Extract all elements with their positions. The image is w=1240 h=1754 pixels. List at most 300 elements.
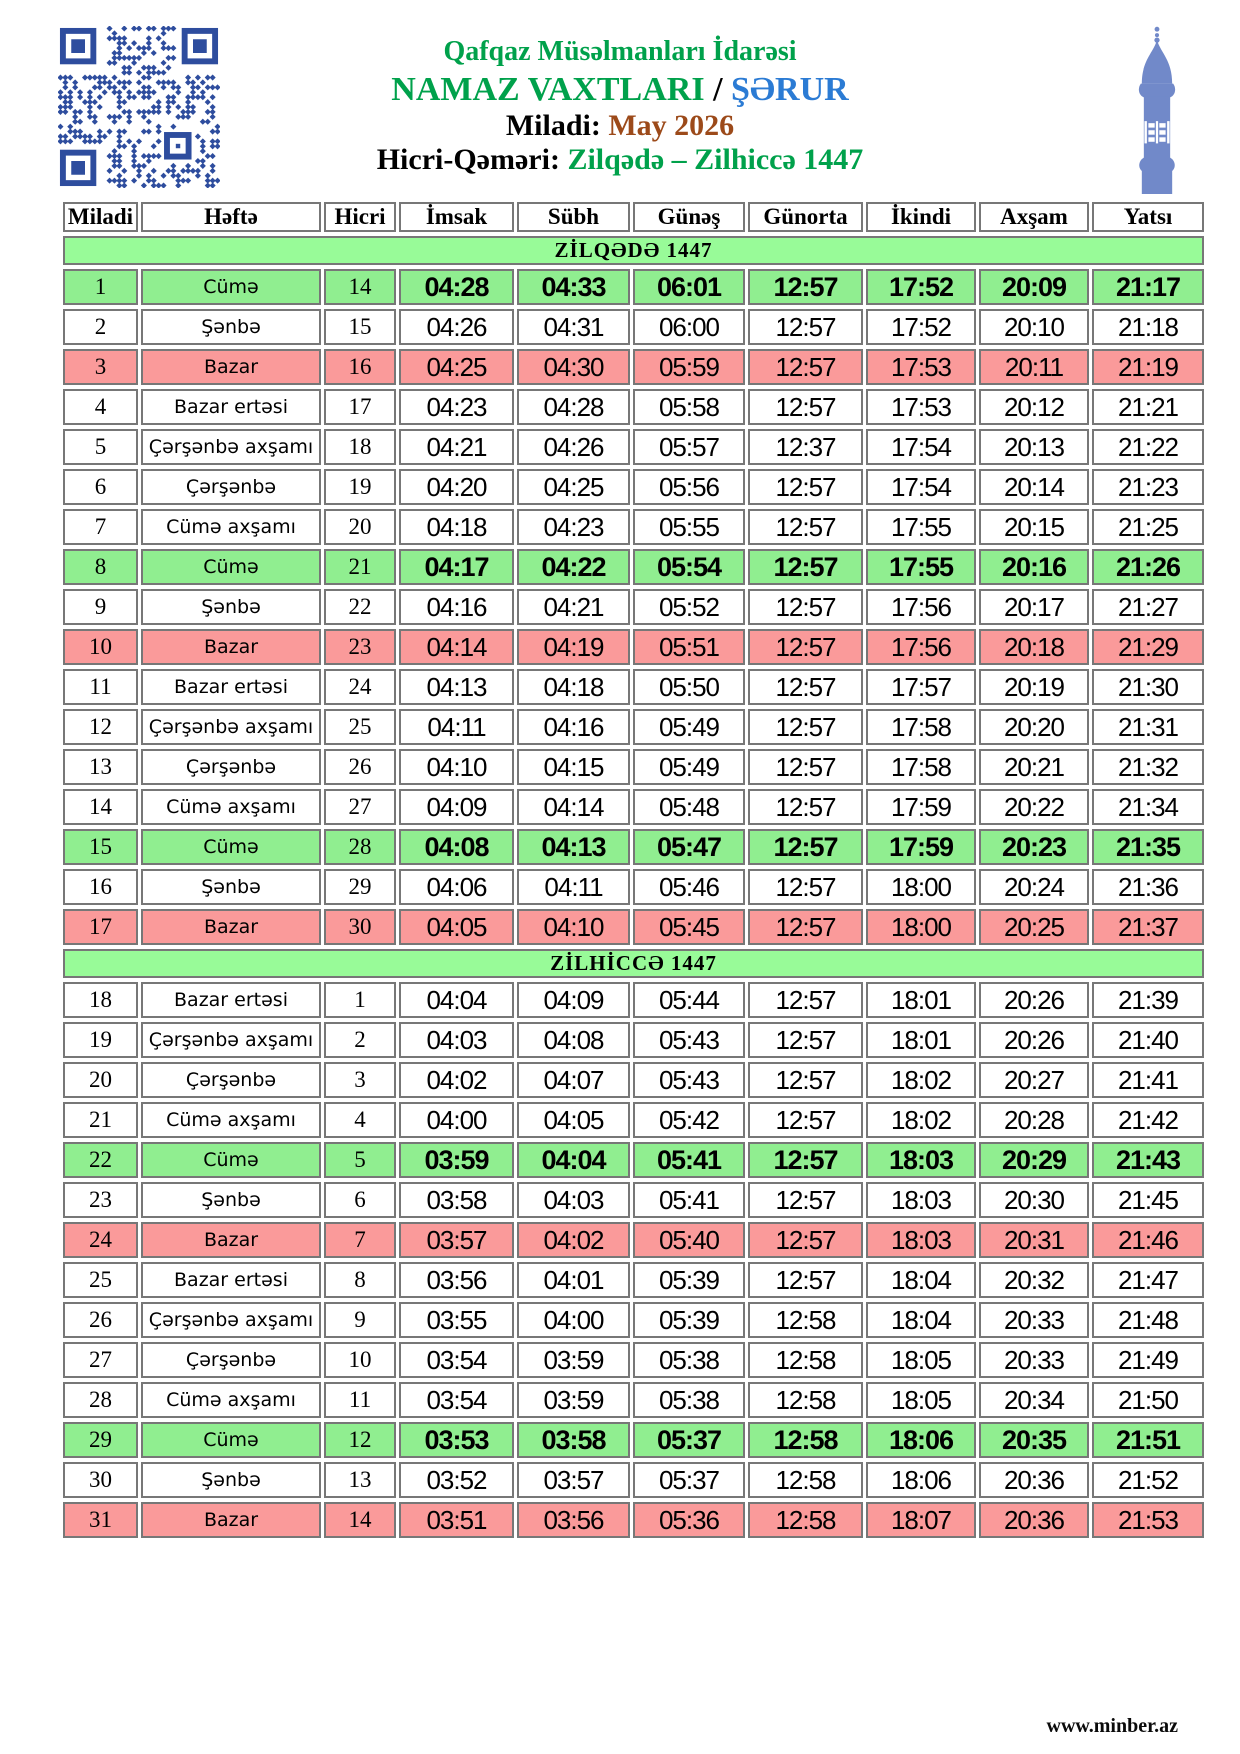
gunes-cell: 05:56 (633, 469, 745, 505)
ikindi-cell: 17:56 (866, 629, 976, 665)
hicri-cell: 4 (324, 1102, 396, 1138)
ikindi-cell: 17:58 (866, 709, 976, 745)
subh-cell: 04:23 (517, 509, 630, 545)
ikindi-cell: 17:55 (866, 549, 976, 585)
gunorta-cell: 12:57 (748, 829, 863, 865)
imsak-cell: 04:26 (399, 309, 514, 345)
miladi-cell: 5 (63, 429, 138, 465)
imsak-cell: 04:00 (399, 1102, 514, 1138)
prayer-times-row (63, 1022, 1204, 1058)
miladi-cell: 8 (63, 549, 138, 585)
subh-cell: 04:26 (517, 429, 630, 465)
imsak-cell: 04:06 (399, 869, 514, 905)
subh-cell: 04:08 (517, 1022, 630, 1058)
axsam-cell: 20:18 (979, 629, 1089, 665)
col-hicri: Hicri (324, 202, 396, 232)
hicri-cell: 3 (324, 1062, 396, 1098)
subh-cell: 04:16 (517, 709, 630, 745)
miladi-cell: 21 (63, 1102, 138, 1138)
gunes-cell: 05:42 (633, 1102, 745, 1138)
axsam-cell: 20:26 (979, 982, 1089, 1018)
ikindi-cell: 18:01 (866, 1022, 976, 1058)
prayer-table-body (63, 236, 1204, 1538)
axsam-cell: 20:15 (979, 509, 1089, 545)
hicri-cell: 12 (324, 1422, 396, 1458)
imsak-cell: 04:20 (399, 469, 514, 505)
subh-cell: 04:10 (517, 909, 630, 945)
axsam-cell: 20:09 (979, 269, 1089, 305)
yatsi-cell: 21:34 (1092, 789, 1204, 825)
miladi-cell: 23 (63, 1182, 138, 1218)
imsak-cell: 04:05 (399, 909, 514, 945)
subh-cell: 04:19 (517, 629, 630, 665)
col-subh: Sübh (517, 202, 630, 232)
hicri-cell: 17 (324, 389, 396, 425)
yatsi-cell: 21:36 (1092, 869, 1204, 905)
prayer-times-row (63, 709, 1204, 745)
yatsi-cell: 21:31 (1092, 709, 1204, 745)
hicri-cell: 19 (324, 469, 396, 505)
hicri-cell: 5 (324, 1142, 396, 1178)
imsak-cell: 03:58 (399, 1182, 514, 1218)
gunorta-cell: 12:57 (748, 269, 863, 305)
axsam-cell: 20:20 (979, 709, 1089, 745)
miladi-cell: 7 (63, 509, 138, 545)
imsak-cell: 04:04 (399, 982, 514, 1018)
subh-cell: 04:01 (517, 1262, 630, 1298)
prayer-times-row (63, 669, 1204, 705)
axsam-cell: 20:25 (979, 909, 1089, 945)
yatsi-cell: 21:17 (1092, 269, 1204, 305)
axsam-cell: 20:32 (979, 1262, 1089, 1298)
prayer-times-row (63, 749, 1204, 785)
subh-cell: 04:00 (517, 1302, 630, 1338)
miladi-label: Miladi: (505, 109, 601, 143)
prayer-times-row (63, 1222, 1204, 1258)
gunes-cell: 05:38 (633, 1342, 745, 1378)
prayer-times-row (63, 269, 1204, 305)
col-gunes: Günəş (633, 202, 745, 232)
gunes-cell: 05:38 (633, 1382, 745, 1418)
imsak-cell: 04:11 (399, 709, 514, 745)
gunorta-cell: 12:57 (748, 909, 863, 945)
qr-code-icon (58, 26, 220, 188)
ikindi-cell: 17:56 (866, 589, 976, 625)
imsak-cell: 04:02 (399, 1062, 514, 1098)
imsak-cell: 03:54 (399, 1342, 514, 1378)
ikindi-cell: 18:06 (866, 1422, 976, 1458)
weekday-cell: Bazar (141, 1502, 321, 1538)
gunorta-cell: 12:58 (748, 1422, 863, 1458)
col-gunorta: Günorta (748, 202, 863, 232)
miladi-cell: 30 (63, 1462, 138, 1498)
axsam-cell: 20:36 (979, 1502, 1089, 1538)
gunorta-cell: 12:57 (748, 1062, 863, 1098)
miladi-cell: 16 (63, 869, 138, 905)
ikindi-cell: 18:04 (866, 1262, 976, 1298)
subh-cell: 04:33 (517, 269, 630, 305)
axsam-cell: 20:24 (979, 869, 1089, 905)
axsam-cell: 20:36 (979, 1462, 1089, 1498)
weekday-cell: Cümə (141, 549, 321, 585)
gunorta-cell: 12:57 (748, 749, 863, 785)
subh-cell: 04:04 (517, 1142, 630, 1178)
qr-code-graphic (58, 26, 220, 188)
hicri-cell: 6 (324, 1182, 396, 1218)
prayer-times-row (63, 1182, 1204, 1218)
yatsi-cell: 21:45 (1092, 1182, 1204, 1218)
gunes-cell: 05:39 (633, 1302, 745, 1338)
website-url: www.minber.az (1046, 1715, 1178, 1737)
hicri-value: Zilqədə – Zilhiccə 1447 (567, 142, 864, 176)
prayer-times-row (63, 869, 1204, 905)
imsak-cell: 04:25 (399, 349, 514, 385)
subh-cell: 04:05 (517, 1102, 630, 1138)
weekday-cell: Cümə (141, 269, 321, 305)
gunes-cell: 05:45 (633, 909, 745, 945)
ikindi-cell: 18:01 (866, 982, 976, 1018)
gunorta-cell: 12:37 (748, 429, 863, 465)
prayer-times-row (63, 982, 1204, 1018)
prayer-times-row (63, 1462, 1204, 1498)
gunorta-cell: 12:57 (748, 549, 863, 585)
col-miladi: Miladi (63, 202, 138, 232)
section-title: ZİLQƏDƏ 1447 (63, 236, 1204, 265)
col-axsam: Axşam (979, 202, 1089, 232)
yatsi-cell: 21:30 (1092, 669, 1204, 705)
prayer-times-row (63, 349, 1204, 385)
miladi-cell: 28 (63, 1382, 138, 1418)
title-namaz-vaxtlari: NAMAZ VAXTLARI (391, 71, 705, 109)
gunorta-cell: 12:57 (748, 669, 863, 705)
yatsi-cell: 21:48 (1092, 1302, 1204, 1338)
miladi-cell: 12 (63, 709, 138, 745)
gunorta-cell: 12:57 (748, 469, 863, 505)
gunes-cell: 06:01 (633, 269, 745, 305)
gunes-cell: 05:47 (633, 829, 745, 865)
weekday-cell: Çərşənbə axşamı (141, 709, 321, 745)
yatsi-cell: 21:52 (1092, 1462, 1204, 1498)
prayer-times-row (63, 1422, 1204, 1458)
gunes-cell: 05:50 (633, 669, 745, 705)
gunes-cell: 05:41 (633, 1142, 745, 1178)
prayer-times-row (63, 1502, 1204, 1538)
gunorta-cell: 12:57 (748, 349, 863, 385)
yatsi-cell: 21:26 (1092, 549, 1204, 585)
gunes-cell: 06:00 (633, 309, 745, 345)
ikindi-cell: 17:59 (866, 789, 976, 825)
subh-cell: 04:02 (517, 1222, 630, 1258)
subh-cell: 04:14 (517, 789, 630, 825)
miladi-cell: 13 (63, 749, 138, 785)
gunes-cell: 05:37 (633, 1462, 745, 1498)
weekday-cell: Cümə (141, 1422, 321, 1458)
subh-cell: 04:18 (517, 669, 630, 705)
weekday-cell: Bazar (141, 349, 321, 385)
subh-cell: 04:31 (517, 309, 630, 345)
ikindi-cell: 18:03 (866, 1142, 976, 1178)
miladi-cell: 24 (63, 1222, 138, 1258)
subh-cell: 03:59 (517, 1342, 630, 1378)
axsam-cell: 20:33 (979, 1342, 1089, 1378)
weekday-cell: Şənbə (141, 1182, 321, 1218)
imsak-cell: 03:55 (399, 1302, 514, 1338)
ikindi-cell: 18:06 (866, 1462, 976, 1498)
hicri-label: Hicri-Qəməri: (376, 142, 560, 176)
subh-cell: 04:28 (517, 389, 630, 425)
hicri-cell: 13 (324, 1462, 396, 1498)
hicri-cell: 15 (324, 309, 396, 345)
gunorta-cell: 12:57 (748, 1222, 863, 1258)
yatsi-cell: 21:53 (1092, 1502, 1204, 1538)
prayer-times-row (63, 1062, 1204, 1098)
prayer-times-row (63, 1302, 1204, 1338)
axsam-cell: 20:21 (979, 749, 1089, 785)
gunorta-cell: 12:57 (748, 1022, 863, 1058)
yatsi-cell: 21:21 (1092, 389, 1204, 425)
ikindi-cell: 18:02 (866, 1102, 976, 1138)
col-hefte: Həftə (141, 202, 321, 232)
axsam-cell: 20:35 (979, 1422, 1089, 1458)
ikindi-cell: 17:53 (866, 389, 976, 425)
miladi-cell: 20 (63, 1062, 138, 1098)
imsak-cell: 03:52 (399, 1462, 514, 1498)
imsak-cell: 03:57 (399, 1222, 514, 1258)
gunorta-cell: 12:58 (748, 1342, 863, 1378)
hijri-date-line (240, 143, 1000, 177)
gunorta-cell: 12:57 (748, 1262, 863, 1298)
miladi-cell: 31 (63, 1502, 138, 1538)
ikindi-cell: 17:53 (866, 349, 976, 385)
axsam-cell: 20:11 (979, 349, 1089, 385)
miladi-cell: 4 (63, 389, 138, 425)
gunes-cell: 05:43 (633, 1022, 745, 1058)
miladi-cell: 2 (63, 309, 138, 345)
imsak-cell: 03:54 (399, 1382, 514, 1418)
miladi-cell: 26 (63, 1302, 138, 1338)
yatsi-cell: 21:35 (1092, 829, 1204, 865)
hicri-cell: 14 (324, 269, 396, 305)
hicri-cell: 11 (324, 1382, 396, 1418)
hicri-cell: 9 (324, 1302, 396, 1338)
gunorta-cell: 12:57 (748, 589, 863, 625)
hicri-cell: 18 (324, 429, 396, 465)
weekday-cell: Bazar (141, 629, 321, 665)
yatsi-cell: 21:23 (1092, 469, 1204, 505)
axsam-cell: 20:12 (979, 389, 1089, 425)
miladi-cell: 9 (63, 589, 138, 625)
yatsi-cell: 21:25 (1092, 509, 1204, 545)
prayer-times-row (63, 309, 1204, 345)
ikindi-cell: 18:00 (866, 869, 976, 905)
miladi-cell: 19 (63, 1022, 138, 1058)
subh-cell: 04:21 (517, 589, 630, 625)
hicri-cell: 25 (324, 709, 396, 745)
hicri-cell: 30 (324, 909, 396, 945)
hicri-cell: 26 (324, 749, 396, 785)
imsak-cell: 04:17 (399, 549, 514, 585)
imsak-cell: 04:23 (399, 389, 514, 425)
weekday-cell: Çərşənbə axşamı (141, 1022, 321, 1058)
gunes-cell: 05:48 (633, 789, 745, 825)
col-ikindi: İkindi (866, 202, 976, 232)
gunorta-cell: 12:57 (748, 309, 863, 345)
axsam-cell: 20:10 (979, 309, 1089, 345)
weekday-cell: Çərşənbə (141, 469, 321, 505)
ikindi-cell: 17:55 (866, 509, 976, 545)
weekday-cell: Bazar ertəsi (141, 982, 321, 1018)
gunorta-cell: 12:57 (748, 1142, 863, 1178)
gunorta-cell: 12:57 (748, 789, 863, 825)
yatsi-cell: 21:40 (1092, 1022, 1204, 1058)
section-header-row (63, 949, 1204, 978)
subh-cell: 04:22 (517, 549, 630, 585)
miladi-cell: 10 (63, 629, 138, 665)
imsak-cell: 04:28 (399, 269, 514, 305)
yatsi-cell: 21:22 (1092, 429, 1204, 465)
hicri-cell: 24 (324, 669, 396, 705)
prayer-times-row (63, 829, 1204, 865)
prayer-times-table (60, 198, 1207, 1542)
gunes-cell: 05:40 (633, 1222, 745, 1258)
axsam-cell: 20:19 (979, 669, 1089, 705)
hicri-cell: 14 (324, 1502, 396, 1538)
miladi-value: May 2026 (608, 109, 735, 143)
hicri-cell: 7 (324, 1222, 396, 1258)
weekday-cell: Bazar (141, 1222, 321, 1258)
yatsi-cell: 21:18 (1092, 309, 1204, 345)
prayer-times-row (63, 1342, 1204, 1378)
gunes-cell: 05:36 (633, 1502, 745, 1538)
yatsi-cell: 21:42 (1092, 1102, 1204, 1138)
ikindi-cell: 18:03 (866, 1222, 976, 1258)
ikindi-cell: 18:03 (866, 1182, 976, 1218)
gunorta-cell: 12:57 (748, 709, 863, 745)
imsak-cell: 04:21 (399, 429, 514, 465)
miladi-cell: 15 (63, 829, 138, 865)
weekday-cell: Cümə (141, 829, 321, 865)
imsak-cell: 03:51 (399, 1502, 514, 1538)
gunes-cell: 05:49 (633, 709, 745, 745)
yatsi-cell: 21:49 (1092, 1342, 1204, 1378)
gunes-cell: 05:55 (633, 509, 745, 545)
prayer-times-row (63, 1102, 1204, 1138)
axsam-cell: 20:16 (979, 549, 1089, 585)
ikindi-cell: 17:52 (866, 309, 976, 345)
column-header-row (63, 202, 1204, 232)
weekday-cell: Cümə axşamı (141, 509, 321, 545)
prayer-times-row (63, 1142, 1204, 1178)
weekday-cell: Çərşənbə axşamı (141, 1302, 321, 1338)
ikindi-cell: 18:05 (866, 1342, 976, 1378)
miladi-cell: 11 (63, 669, 138, 705)
gunes-cell: 05:57 (633, 429, 745, 465)
organization-name: Qafqaz Müsəlmanları İdarəsi (443, 36, 797, 67)
hicri-cell: 21 (324, 549, 396, 585)
yatsi-cell: 21:37 (1092, 909, 1204, 945)
axsam-cell: 20:29 (979, 1142, 1089, 1178)
yatsi-cell: 21:39 (1092, 982, 1204, 1018)
weekday-cell: Çərşənbə (141, 1062, 321, 1098)
gunes-cell: 05:58 (633, 389, 745, 425)
hicri-cell: 28 (324, 829, 396, 865)
prayer-times-row (63, 1262, 1204, 1298)
ikindi-cell: 17:57 (866, 669, 976, 705)
weekday-cell: Bazar ertəsi (141, 1262, 321, 1298)
miladi-cell: 3 (63, 349, 138, 385)
miladi-cell: 27 (63, 1342, 138, 1378)
minaret-icon (1128, 26, 1186, 194)
weekday-cell: Cümə axşamı (141, 789, 321, 825)
gunorta-cell: 12:57 (748, 869, 863, 905)
weekday-cell: Şənbə (141, 309, 321, 345)
gunes-cell: 05:54 (633, 549, 745, 585)
gunorta-cell: 12:57 (748, 1102, 863, 1138)
hicri-cell: 16 (324, 349, 396, 385)
axsam-cell: 20:14 (979, 469, 1089, 505)
ikindi-cell: 17:52 (866, 269, 976, 305)
gunorta-cell: 12:57 (748, 1182, 863, 1218)
col-yatsi: Yatsı (1092, 202, 1204, 232)
gunorta-cell: 12:57 (748, 389, 863, 425)
prayer-times-row (63, 589, 1204, 625)
imsak-cell: 04:09 (399, 789, 514, 825)
miladi-cell: 25 (63, 1262, 138, 1298)
imsak-cell: 04:14 (399, 629, 514, 665)
gunorta-cell: 12:57 (748, 509, 863, 545)
prayer-times-row (63, 429, 1204, 465)
axsam-cell: 20:26 (979, 1022, 1089, 1058)
axsam-cell: 20:23 (979, 829, 1089, 865)
weekday-cell: Cümə axşamı (141, 1382, 321, 1418)
yatsi-cell: 21:51 (1092, 1422, 1204, 1458)
gunes-cell: 05:59 (633, 349, 745, 385)
hicri-cell: 10 (324, 1342, 396, 1378)
axsam-cell: 20:13 (979, 429, 1089, 465)
hicri-cell: 22 (324, 589, 396, 625)
imsak-cell: 04:08 (399, 829, 514, 865)
prayer-times-row (63, 469, 1204, 505)
prayer-times-row (63, 629, 1204, 665)
hicri-cell: 23 (324, 629, 396, 665)
hicri-cell: 2 (324, 1022, 396, 1058)
ikindi-cell: 17:54 (866, 469, 976, 505)
hicri-cell: 29 (324, 869, 396, 905)
weekday-cell: Çərşənbə (141, 1342, 321, 1378)
subh-cell: 03:59 (517, 1382, 630, 1418)
imsak-cell: 04:16 (399, 589, 514, 625)
ikindi-cell: 17:59 (866, 829, 976, 865)
axsam-cell: 20:34 (979, 1382, 1089, 1418)
prayer-times-row (63, 1382, 1204, 1418)
weekday-cell: Şənbə (141, 1462, 321, 1498)
ikindi-cell: 18:02 (866, 1062, 976, 1098)
hicri-cell: 8 (324, 1262, 396, 1298)
gunes-cell: 05:46 (633, 869, 745, 905)
weekday-cell: Bazar ertəsi (141, 389, 321, 425)
yatsi-cell: 21:29 (1092, 629, 1204, 665)
hicri-cell: 27 (324, 789, 396, 825)
section-header-row (63, 236, 1204, 265)
hicri-cell: 1 (324, 982, 396, 1018)
gunes-cell: 05:44 (633, 982, 745, 1018)
title-city: ŞƏRUR (731, 71, 849, 109)
weekday-cell: Bazar (141, 909, 321, 945)
gunes-cell: 05:37 (633, 1422, 745, 1458)
imsak-cell: 04:03 (399, 1022, 514, 1058)
section-title: ZİLHİCCƏ 1447 (63, 949, 1204, 978)
gunes-cell: 05:51 (633, 629, 745, 665)
